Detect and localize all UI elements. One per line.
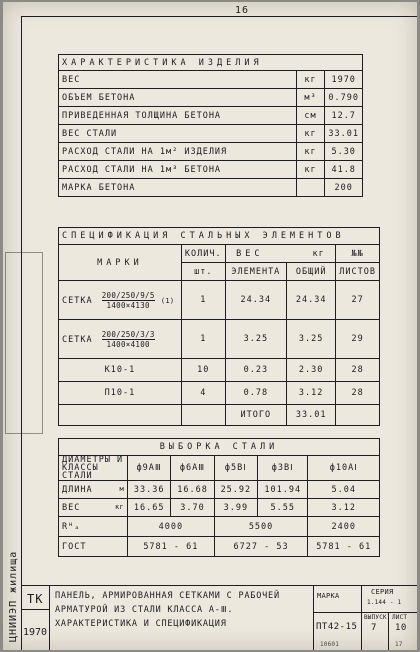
steel-ra: 2400: [308, 517, 380, 537]
spec-mark-top: 200/250/3/3: [101, 329, 155, 339]
approval-stamp: [5, 252, 43, 434]
char-value: 12.7: [325, 107, 363, 125]
char-value: 5.30: [325, 143, 363, 161]
col-qty: КОЛИЧ.: [181, 245, 225, 263]
steel-weight: 3.99: [214, 499, 257, 517]
steel-weight: 16.65: [128, 499, 171, 517]
steel-weight: 3.70: [171, 499, 214, 517]
char-unit: кг: [296, 143, 325, 161]
spec-mark-bottom: 1400×4130: [106, 300, 150, 310]
spec-total: 2.30: [287, 359, 336, 382]
title-block-divider: [361, 585, 362, 650]
col-sheets-no: №№: [336, 245, 380, 263]
table-row: [59, 107, 363, 125]
title-block-divider: [313, 612, 417, 613]
steel-title: ВЫБОРКА СТАЛИ: [159, 442, 279, 452]
title-mark-label: МАРКА: [317, 592, 340, 600]
table-row: [59, 89, 363, 107]
steel-length: 25.92: [214, 481, 257, 499]
col-qty-unit: шт.: [181, 263, 225, 281]
char-name: ВЕС: [59, 71, 297, 89]
org-vertical-label: ЦНИИЭП жилища: [8, 550, 19, 642]
steel-weight-label: ВЕС: [62, 502, 81, 513]
spec-total: 3.25: [287, 320, 336, 359]
spec-mark: П10-1: [59, 382, 182, 405]
title-mark-value: ПТ42-15: [316, 622, 358, 632]
table-row: [59, 382, 380, 405]
char-name: ПРИВЕДЕННАЯ ТОЛЩИНА БЕТОНА: [59, 107, 297, 125]
spec-prefix: СЕТКА: [62, 334, 93, 345]
char-name: РАСХОД СТАЛИ НА 1м³ БЕТОНА: [59, 161, 297, 179]
specification-title: СПЕЦИФИКАЦИЯ СТАЛЬНЫХ ЭЛЕМЕНТОВ: [62, 231, 345, 241]
table-row: [59, 359, 380, 382]
char-name: МАРКА БЕТОНА: [59, 179, 297, 197]
table-row: [59, 537, 380, 557]
steel-weight: 5.55: [258, 499, 308, 517]
steel-length-unit: м: [119, 484, 124, 493]
title-code: ТК: [27, 592, 44, 606]
steel-col: ф3ВⅠ: [258, 456, 308, 481]
steel-row-head: ДИАМЕТРЫ И КЛАССЫ СТАЛИ: [59, 456, 128, 481]
spec-element: 24.34: [225, 281, 286, 320]
spec-qty: 10: [181, 359, 225, 382]
spec-mark: К10-1: [59, 359, 182, 382]
title-description-3: ХАРАКТЕРИСТИКА И СПЕЦИФИКАЦИЯ: [55, 619, 227, 629]
spec-sheet: 28: [336, 382, 380, 405]
steel-gost: 5781 - 61: [308, 537, 380, 557]
steel-weight: 3.12: [308, 499, 380, 517]
table-row: [59, 143, 363, 161]
steel-table: [58, 438, 380, 557]
title-description-2: АРМАТУРОЙ ИЗ СТАЛИ КЛАССА А-Ⅲ.: [55, 605, 234, 615]
char-unit: м³: [296, 89, 325, 107]
char-unit: см: [296, 107, 325, 125]
char-value: 41.8: [325, 161, 363, 179]
title-block-divider: [49, 585, 50, 650]
specification-table: [58, 227, 380, 426]
table-row: [59, 125, 363, 143]
table-row: [59, 281, 380, 320]
steel-col: ф5ВⅠ: [214, 456, 257, 481]
document-sheet: [3, 2, 417, 650]
characteristics-title: ХАРАКТЕРИСТИКА ИЗДЕЛИЯ: [62, 57, 263, 68]
title-issue-value: 7: [371, 623, 377, 633]
char-name: ВЕС СТАЛИ: [59, 125, 297, 143]
characteristics-table: [58, 54, 363, 197]
steel-ra: 5500: [214, 517, 308, 537]
title-sheet-value: 10: [395, 623, 407, 633]
title-block-divider: [388, 612, 389, 650]
title-bottom-code: 10601: [320, 641, 340, 648]
char-unit: кг: [296, 161, 325, 179]
spec-total: 3.12: [287, 382, 336, 405]
steel-ra-label: Rᴴₐ: [59, 517, 128, 537]
spec-element: 0.23: [225, 359, 286, 382]
char-value: 200: [325, 179, 363, 197]
char-unit: кг: [296, 71, 325, 89]
title-series-value: 1.144 - 1: [367, 599, 402, 606]
spec-mark-top: 200/250/9/5: [101, 290, 155, 300]
col-sheets: ЛИСТОВ: [336, 263, 380, 281]
spec-mark-bottom: 1400×4100: [106, 339, 150, 349]
table-row: [59, 517, 380, 537]
title-sheet-label: ЛИСТ: [392, 614, 408, 621]
steel-gost-label: ГОСТ: [59, 537, 128, 557]
spec-prefix: СЕТКА: [62, 295, 93, 306]
char-value: 0.790: [325, 89, 363, 107]
table-row: [59, 499, 380, 517]
spec-total: 24.34: [287, 281, 336, 320]
steel-ra: 4000: [128, 517, 215, 537]
title-series-label: СЕРИЯ: [371, 588, 394, 596]
frame-top-line: [21, 16, 417, 17]
steel-length: 5.04: [308, 481, 380, 499]
char-unit: [296, 179, 325, 197]
char-unit: кг: [296, 125, 325, 143]
spec-element: 3.25: [225, 320, 286, 359]
title-block-divider: [313, 585, 314, 650]
steel-length: 33.36: [128, 481, 171, 499]
title-block-code-divider: [21, 609, 49, 610]
steel-length: 16.68: [171, 481, 214, 499]
title-description-1: ПАНЕЛЬ, АРМИРОВАННАЯ СЕТКАМИ С РАБОЧЕЙ: [55, 591, 280, 601]
steel-col: ф6АⅢ: [171, 456, 214, 481]
col-weight: ВЕС: [236, 248, 264, 259]
title-bottom-num: 17: [395, 641, 403, 648]
spec-qty: 4: [181, 382, 225, 405]
table-row: [59, 481, 380, 499]
steel-weight-unit: кг: [114, 502, 124, 511]
steel-gost: 5781 - 61: [128, 537, 215, 557]
table-row: [59, 179, 363, 197]
steel-length-label: ДЛИНА: [62, 484, 93, 495]
char-name: ОБЪЕМ БЕТОНА: [59, 89, 297, 107]
col-total: ОБЩИЙ: [287, 263, 336, 281]
table-row-total: [59, 405, 380, 426]
spec-note: (1): [160, 296, 175, 305]
spec-total-value: 33.01: [287, 405, 336, 426]
col-marks: МАРКИ: [97, 257, 143, 268]
title-block-top-line: [21, 585, 417, 586]
spec-qty: 1: [181, 320, 225, 359]
spec-sheet: 27: [336, 281, 380, 320]
spec-sheet: 29: [336, 320, 380, 359]
title-issue-label: ВЫПУСК: [364, 614, 387, 621]
page-number: 16: [235, 5, 250, 16]
char-name: РАСХОД СТАЛИ НА 1м² ИЗДЕЛИЯ: [59, 143, 297, 161]
col-element: ЭЛЕМЕНТА: [225, 263, 286, 281]
table-row: [59, 320, 380, 359]
spec-total-label: ИТОГО: [225, 405, 286, 426]
table-row: [59, 71, 363, 89]
steel-col: ф9АⅢ: [128, 456, 171, 481]
steel-length: 101.94: [258, 481, 308, 499]
col-weight-unit: кг: [312, 248, 325, 259]
spec-qty: 1: [181, 281, 225, 320]
char-value: 1970: [325, 71, 363, 89]
steel-col: ф10АⅠ: [308, 456, 380, 481]
spec-sheet: 28: [336, 359, 380, 382]
title-year: 1970: [23, 627, 48, 638]
char-value: 33.01: [325, 125, 363, 143]
steel-gost: 6727 - 53: [214, 537, 308, 557]
table-row: [59, 161, 363, 179]
spec-element: 0.78: [225, 382, 286, 405]
